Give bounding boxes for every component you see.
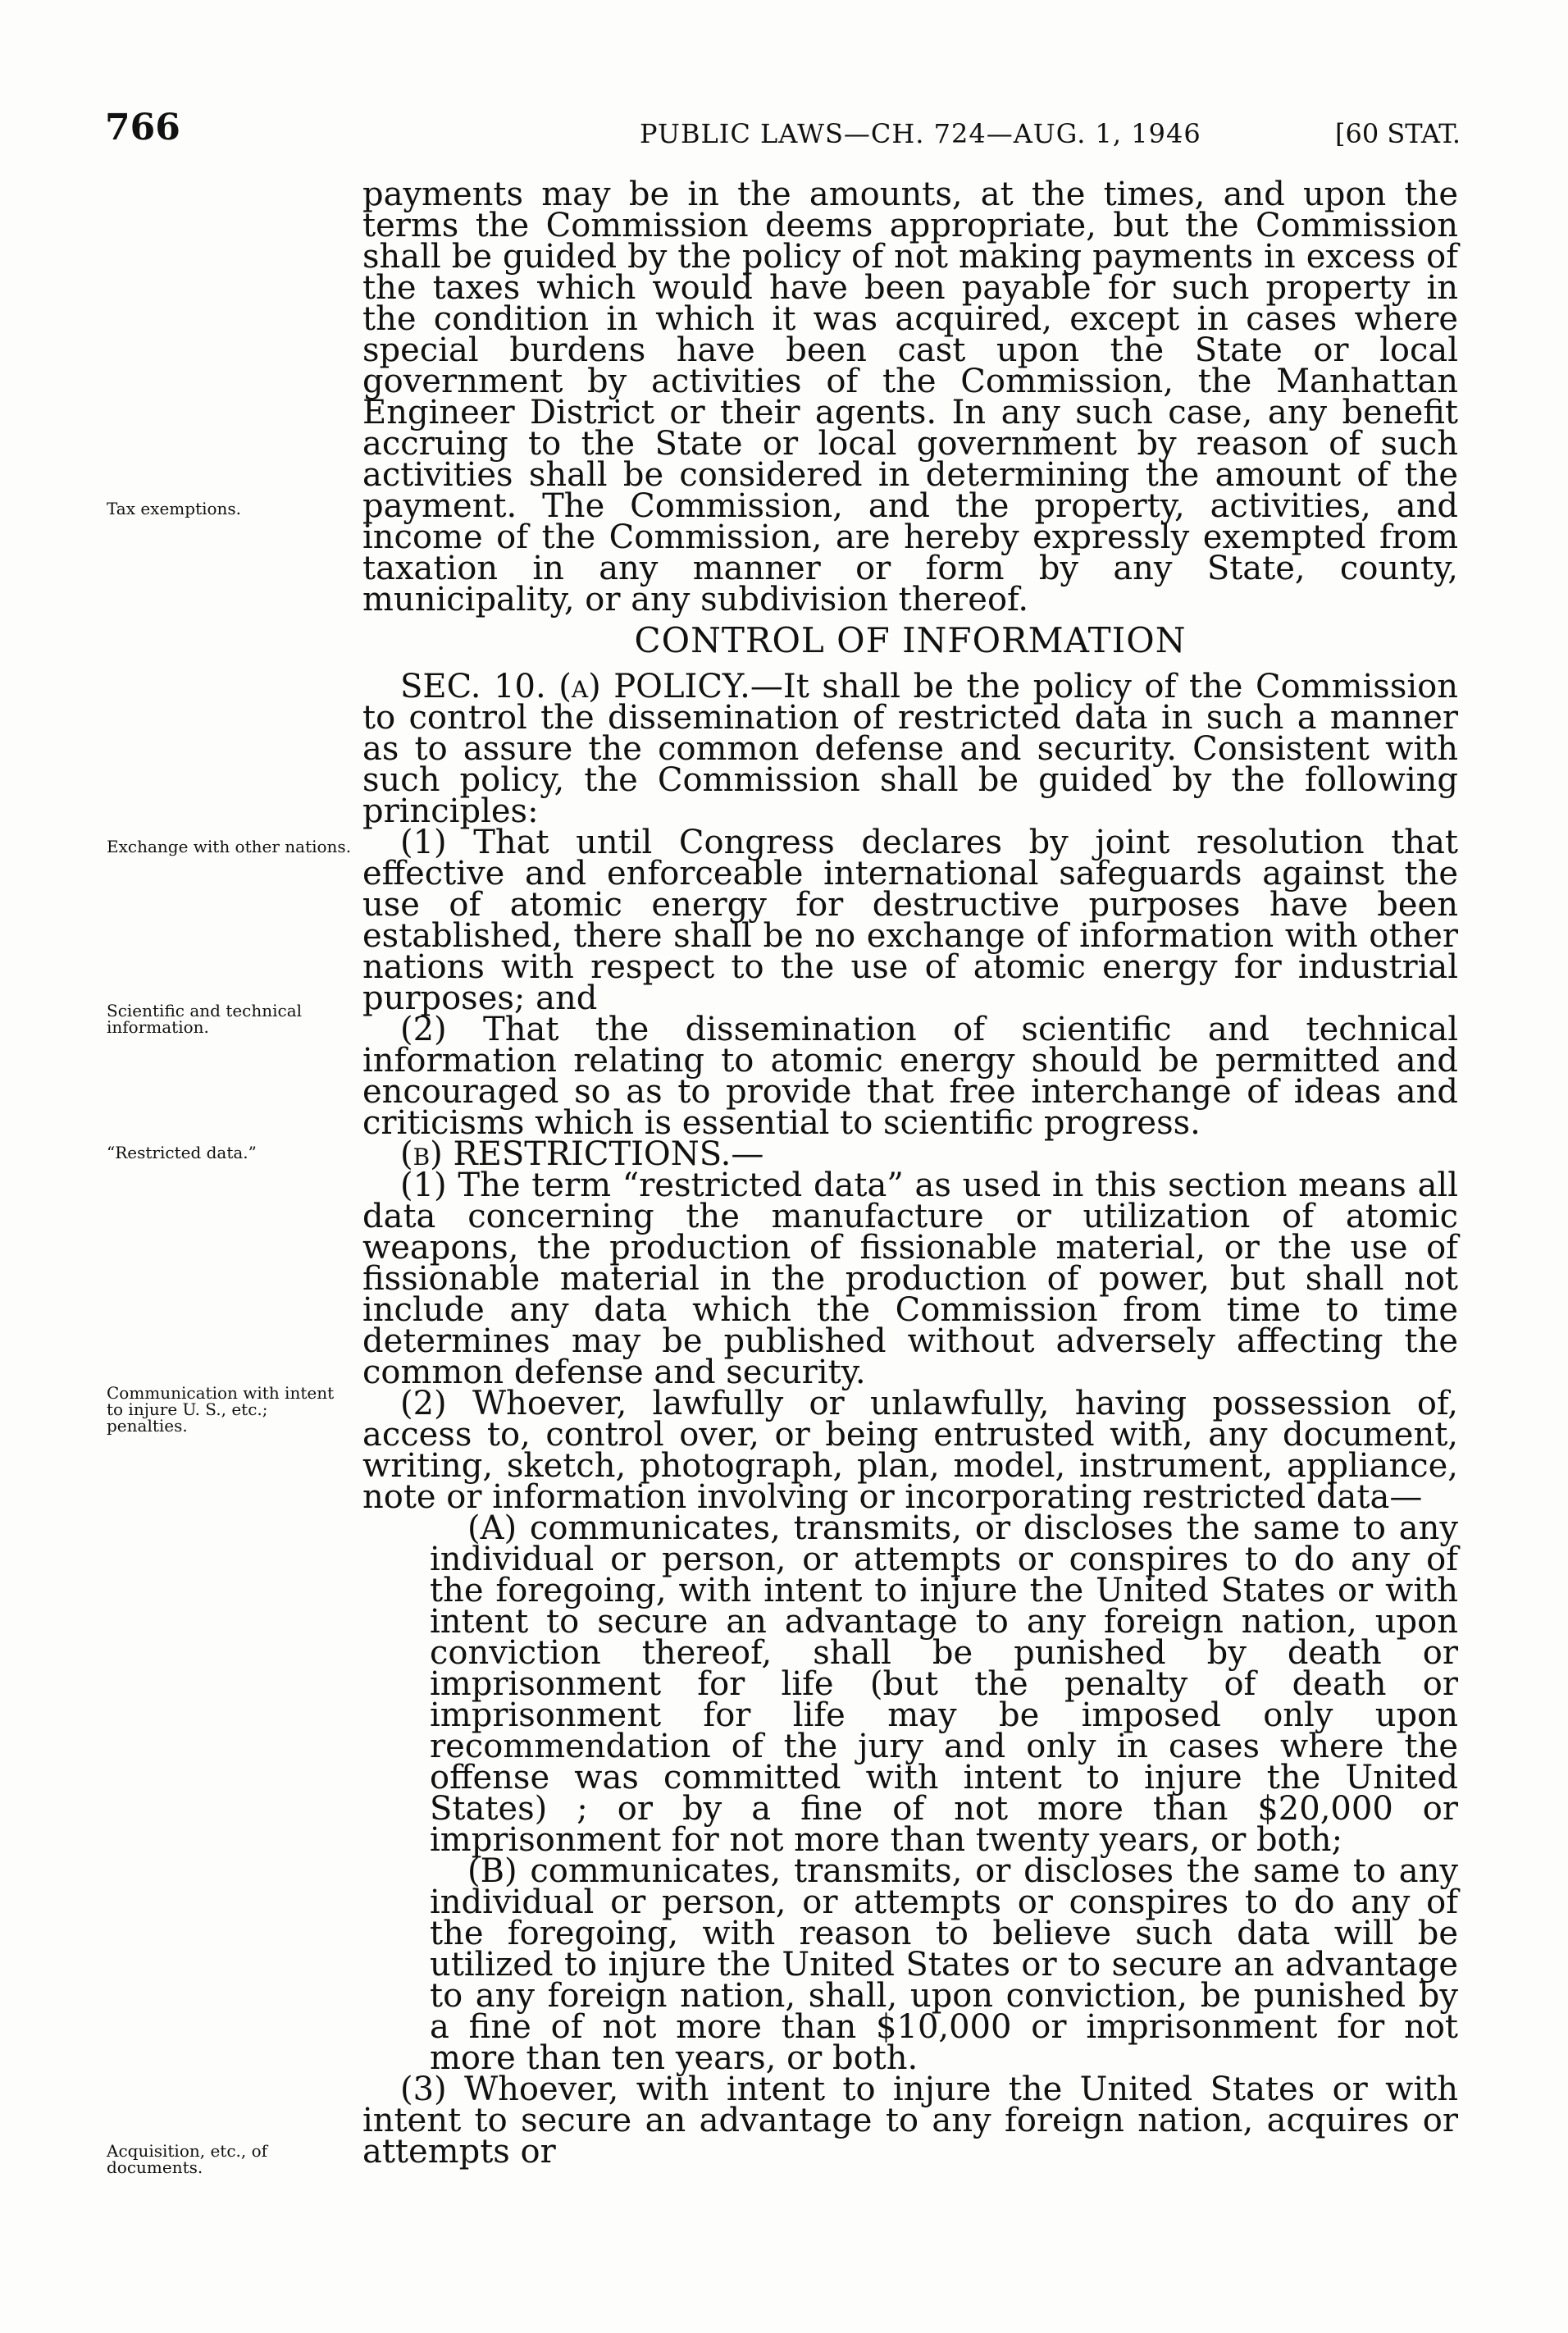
running-head: PUBLIC LAWS—CH. 724—AUG. 1, 1946 bbox=[640, 118, 1201, 149]
restriction-3: (3) Whoever, with intent to injure the United States or with intent to secure an advantage to any foreign nation, acquires or attempts or bbox=[362, 2070, 1458, 2171]
restriction-1: (1) The term “restricted data” as used in this section means all data concerning the manufacture or utilization of atomic weapons, the production of fissionable material, or the use of fissionable material in the production of power, but shall not include any data which the Commission from time to time determines may be published without adversely affecting the common defense and security. bbox=[362, 1166, 1458, 1391]
page-number: 766 bbox=[105, 107, 180, 148]
margin-note-acquisition: Acquisition, etc., of documents. bbox=[107, 2141, 268, 2177]
restriction-2-A: (A) communicates, transmits, or discloses the same to any individual or person, or attempts or conspires to do any of the foregoing, with intent to injure the United States or with intent to secure an advantage to any foreign nation, upon conviction thereof, shall be punished by death or imprisonment for life (but the penalty of death or imprisonment for life may be imposed only upon recommendation of the jury and only in cases where the offense was committed with intent to injure the United States) ; or by a fine of not more than $20,000 or imprisonment for not more than twenty years, or both; bbox=[430, 1509, 1458, 1859]
section-heading: CONTROL OF INFORMATION bbox=[634, 620, 1187, 660]
margin-note-scientific: Scientific and technical information. bbox=[107, 1001, 303, 1037]
restriction-2-B: (B) communicates, transmits, or discloses the same to any individual or person, or attempts or conspires to do any of the foregoing, with reason to believe such data will be utilized to injure the United States or to secure an advantage to any foreign nation, shall, upon conviction, be punished by a fine of not more than $10,000 or imprisonment for not more than ten years, or both. bbox=[430, 1852, 1458, 2077]
section-10-policy bbox=[362, 668, 1458, 830]
volume-reference: [60 STAT. bbox=[1335, 118, 1461, 149]
restriction-2: (2) Whoever, lawfully or unlawfully, having possession of, access to, control over, or being entrusted with, any document, writing, sketch, photograph, plan, model, instrument, appliance, note or information involving or incorporating restricted data— bbox=[362, 1385, 1458, 1516]
principle-1: (1) That until Congress declares by joint resolution that effective and enforceable international safeguards against the use of atomic energy for destructive purposes have been established, there shall be no exchange of information with other nations with respect to the use of atomic energy for industrial purposes; and bbox=[362, 824, 1458, 1017]
principle-2: (2) That the dissemination of scientific and technical information relating to atomic energy should be permitted and encouraged so as to provide that free interchange of ideas and criticisms which is essential to scientific progress. bbox=[362, 1011, 1458, 1142]
margin-note-communication: Communication with intent to injure U. S., etc.; penalties. bbox=[107, 1383, 335, 1436]
margin-note-exchange: Exchange with other nations. bbox=[107, 837, 352, 856]
section-10-text: It shall be the policy of the Commission to control the dissemination of restricted data in such a manner as to assure the common defense and security. Consistent with such policy, the Commission shall be guided by the following principles: bbox=[362, 668, 1458, 830]
section-10-label: SEC. 10. (a) POLICY.— bbox=[400, 668, 783, 705]
margin-note-restricted-data: “Restricted data.” bbox=[107, 1143, 257, 1162]
paragraph-payments: payments may be in the amounts, at the times, and upon the terms the Commission deems appropriate, but the Commission shall be guided by the policy of not making payments in excess of the taxes which would have been payable for such property in the condition in which it was acquired, except in cases where special burdens have been cast upon the State or local government by activities of the Commission, the Manhattan Engineer District or their agents. In any such case, any benefit accruing to the State or local government by reason of such activities shall be considered in determining the amount of the payment. The Commission, and the property, activities, and income of the Commission, are hereby expressly exempted from taxation in any manner or form by any State, county, municipality, or any subdivision thereof. bbox=[362, 176, 1458, 619]
page-header bbox=[0, 107, 1568, 156]
restrictions-label bbox=[362, 1135, 1458, 1173]
main-text bbox=[362, 176, 1458, 2171]
margin-note-tax-exemptions: Tax exemptions. bbox=[107, 499, 242, 518]
restrictions-heading: (b) RESTRICTIONS.— bbox=[400, 1135, 764, 1173]
